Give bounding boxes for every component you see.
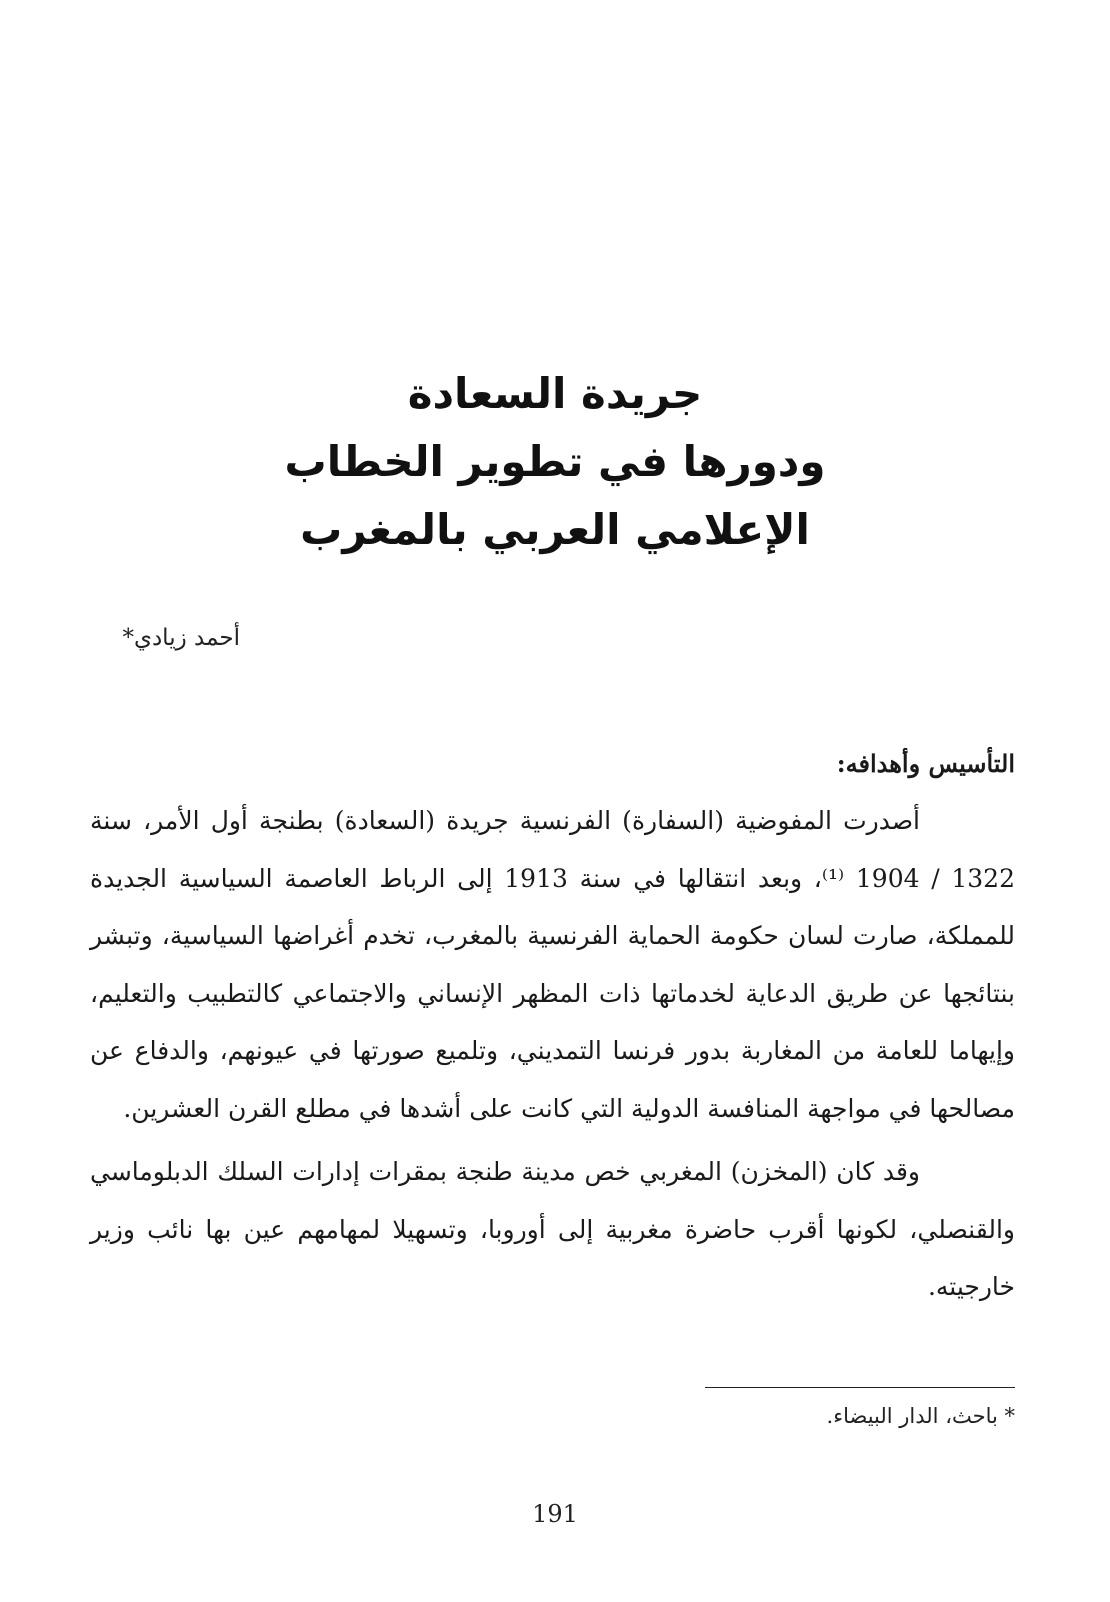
author-name: أحمد زيادي* <box>122 625 240 651</box>
page-number: 191 <box>532 1500 578 1528</box>
paragraph-1: أصدرت المفوضية (السفارة) الفرنسية جريدة (السعادة) بطنجة أول الأمر، سنة 1322 / 1904 ⁽¹⁾، وبعد انتقالها في سنة 1913 إلى الرباط العاصمة السياسية الجديدة للمملكة، صارت لسان حكومة الحماية الفرنسية بالمغرب، تخدم أغراضها السياسية، وتبشر بنتائجها عن طريق الدعاية لخدماتها ذات المظهر الإنساني والاجتماعي كالتطبيب والتعليم، وإيهاما للعامة من المغاربة بدور فرنسا التمديني، وتلميع صورتها في عيونهم، والدفاع عن مصالحها في مواجهة المنافسة الدولية التي كانت على أشدها في مطلع القرن العشرين. <box>90 806 1015 1123</box>
paragraph-2: وقد كان (المخزن) المغربي خص مدينة طنجة بمقرات إدارات السلك الدبلوماسي والقنصلي، لكونها أقرب حاضرة مغربية إلى أوروبا، وتسهيلا لمهامهم عين بها نائب وزير خارجيته. <box>90 1157 1015 1301</box>
footnote: * باحث، الدار البيضاء. <box>826 1404 1015 1428</box>
title-line-2: ودورها في تطوير الخطاب <box>284 437 826 486</box>
article-body <box>90 740 1015 1316</box>
article-title <box>0 360 1110 564</box>
title-line-3: الإعلامي العربي بالمغرب <box>300 505 810 554</box>
footnote-divider <box>705 1387 1015 1388</box>
title-line-1: جريدة السعادة <box>407 369 703 418</box>
section-heading: التأسيس وأهدافه: <box>836 749 1015 778</box>
